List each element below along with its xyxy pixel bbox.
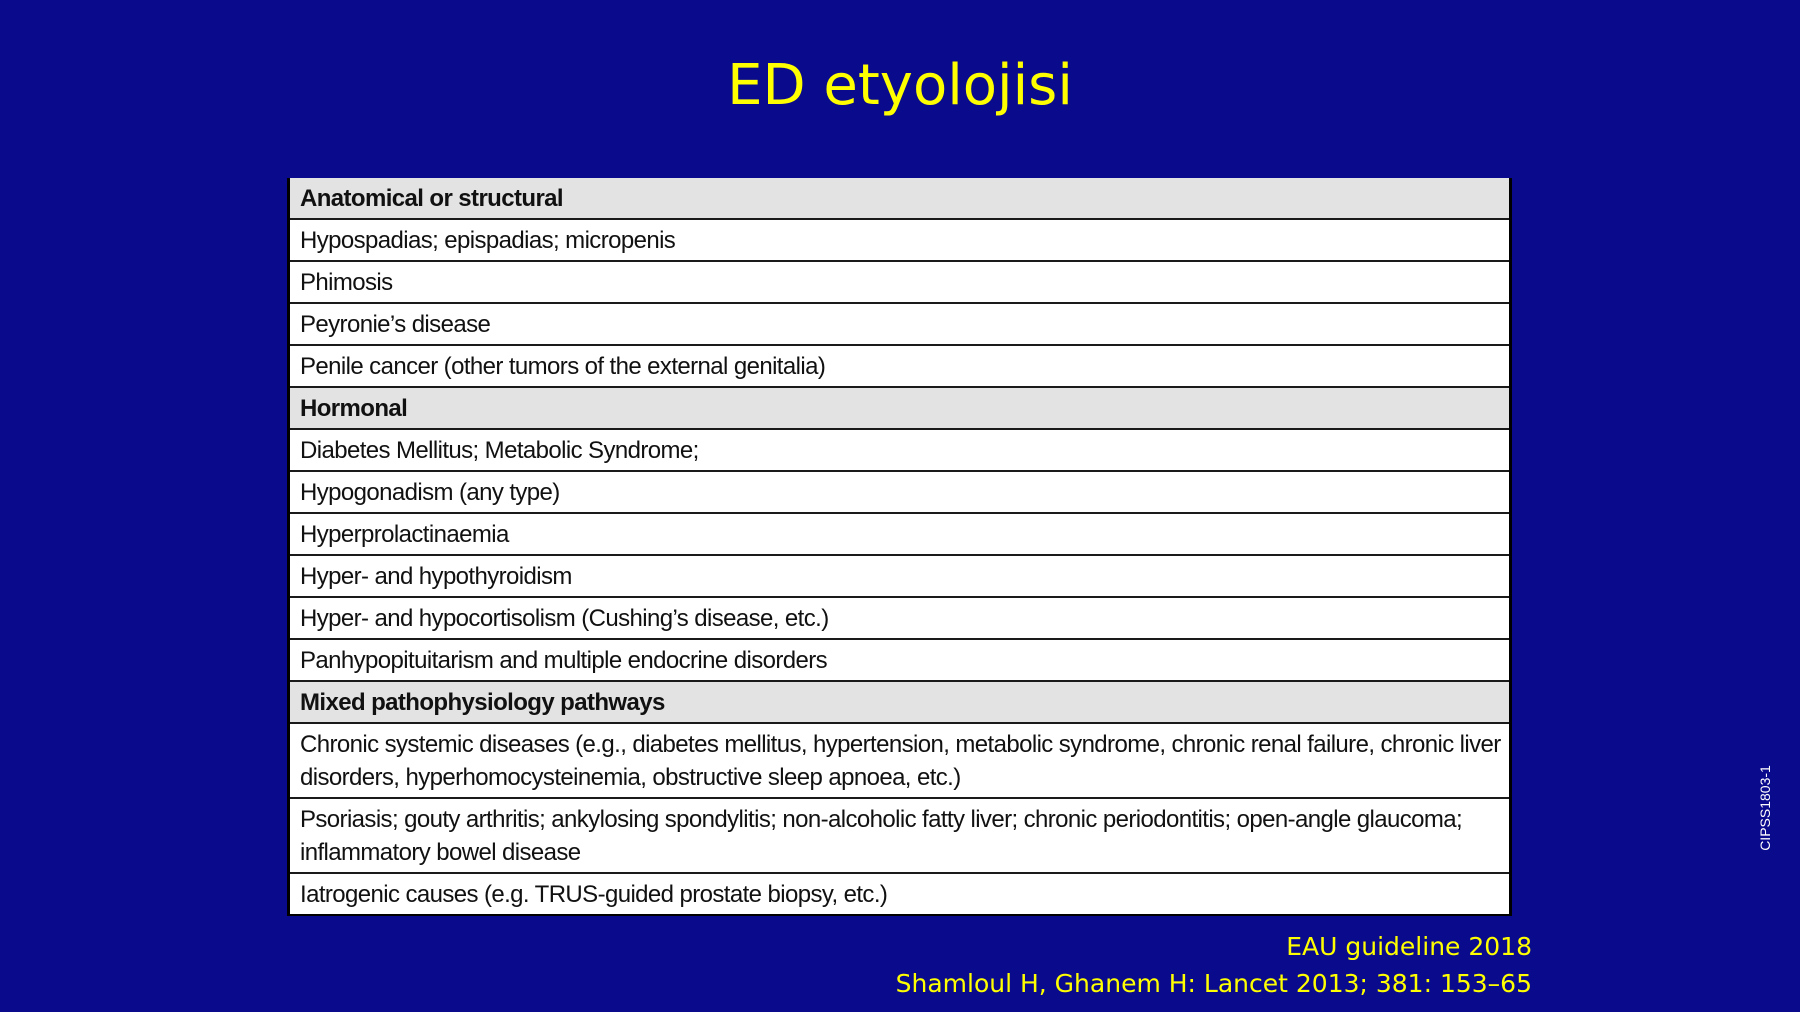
section-heading: Anatomical or structural [289,178,1511,219]
table-cell: Hyper- and hypothyroidism [289,555,1511,597]
section-heading: Hormonal [289,387,1511,429]
table-cell: Iatrogenic causes (e.g. TRUS-guided prostate biopsy, etc.) [289,873,1511,915]
table-cell: Psoriasis; gouty arthritis; ankylosing spondylitis; non-alcoholic fatty liver; chronic periodontitis; open-angle glaucoma; inflammatory bowel disease [289,798,1511,873]
table-row [289,303,1511,345]
table-cell: Hyperprolactinaemia [289,513,1511,555]
etiology-table [287,178,1512,916]
table-row [289,429,1511,471]
table-cell: Hyper- and hypocortisolism (Cushing’s disease, etc.) [289,597,1511,639]
table-cell: Phimosis [289,261,1511,303]
table-row [289,597,1511,639]
source-citation [896,928,1532,1002]
table-row [289,219,1511,261]
table-row [289,345,1511,387]
table-cell: Penile cancer (other tumors of the external genitalia) [289,345,1511,387]
table-cell: Chronic systemic diseases (e.g., diabetes mellitus, hypertension, metabolic syndrome, chronic renal failure, chronic liver disorders, hyperhomocysteinemia, obstructive sleep apnoea, etc.) [289,723,1511,798]
table-row [289,873,1511,915]
table-row [289,639,1511,681]
table-cell: Panhypopituitarism and multiple endocrine disorders [289,639,1511,681]
table-row [289,261,1511,303]
table-row [289,555,1511,597]
slide-title: ED etyolojisi [727,53,1073,118]
table-cell: Diabetes Mellitus; Metabolic Syndrome; [289,429,1511,471]
table-section-row [289,387,1511,429]
table-section-row [289,681,1511,723]
side-code-label: CIPSS1803-1 [1756,765,1773,851]
table-row [289,723,1511,798]
table-cell: Hypogonadism (any type) [289,471,1511,513]
source-line-reference: Shamloul H, Ghanem H: Lancet 2013; 381: 153–65 [895,969,1532,998]
source-line-guideline: EAU guideline 2018 [1286,932,1532,961]
table-row [289,471,1511,513]
table-row [289,798,1511,873]
section-heading: Mixed pathophysiology pathways [289,681,1511,723]
table-row [289,513,1511,555]
table-cell: Hypospadias; epispadias; micropenis [289,219,1511,261]
table-section-row [289,178,1511,219]
table-cell: Peyronie’s disease [289,303,1511,345]
